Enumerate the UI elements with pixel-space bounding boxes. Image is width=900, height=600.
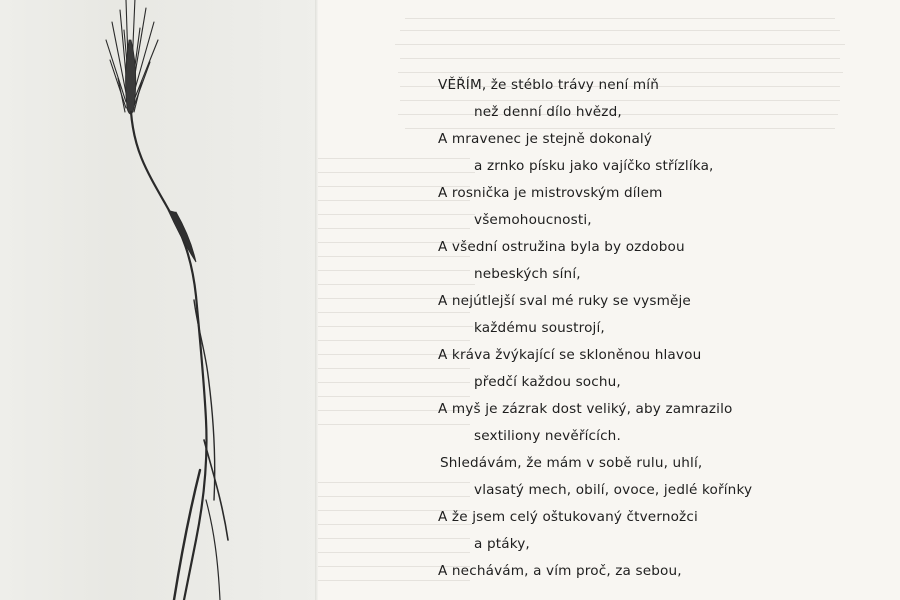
poem-line: A že jsem celý oštukovaný čtvernožci — [438, 509, 698, 525]
poem-line: a ptáky, — [474, 536, 530, 552]
poem-line: A myš je zázrak dost veliký, aby zamrazilo — [438, 401, 733, 417]
poem-line: sextiliony nevěřících. — [474, 428, 621, 444]
grass-photo-panel — [0, 0, 318, 600]
poem-line: předčí každou sochu, — [474, 374, 621, 390]
grass-stem — [131, 112, 207, 600]
poem-line: nebeských síní, — [474, 266, 581, 282]
grass-stalk-illustration — [0, 0, 318, 600]
poem-line: než denní dílo hvězd, — [474, 104, 622, 120]
poem-line: A mravenec je stejně dokonalý — [438, 131, 653, 147]
poem-line: A rosnička je mistrovským dílem — [438, 185, 663, 201]
seed-head-body — [126, 40, 136, 114]
leaf-blade-bottom-right — [206, 500, 220, 600]
poem-line: vlasatý mech, obilí, ovoce, jedlé kořínky — [474, 482, 753, 498]
poem-line: A kráva žvýkající se skloněnou hlavou — [438, 347, 702, 363]
poem-line: A nechávám, a vím proč, za sebou, — [438, 563, 682, 579]
poem-line: A všední ostružina byla by ozdobou — [438, 239, 685, 255]
poem-line: Shledávám, že mám v sobě rulu, uhlí, — [440, 455, 703, 471]
panel-edge — [315, 0, 318, 600]
poem-line: VĚŘÍM, že stéblo trávy není míň — [438, 77, 659, 93]
poem-line: všemohoucnosti, — [474, 212, 592, 228]
leaf-blade-upper — [168, 210, 196, 262]
leaf-blade-lower — [204, 440, 228, 540]
poem-line: A nejútlejší sval mé ruky se vysměje — [438, 293, 691, 309]
poem-line: každému soustrojí, — [474, 320, 605, 336]
poem-line: a zrnko písku jako vajíčko střízlíka, — [474, 158, 714, 174]
